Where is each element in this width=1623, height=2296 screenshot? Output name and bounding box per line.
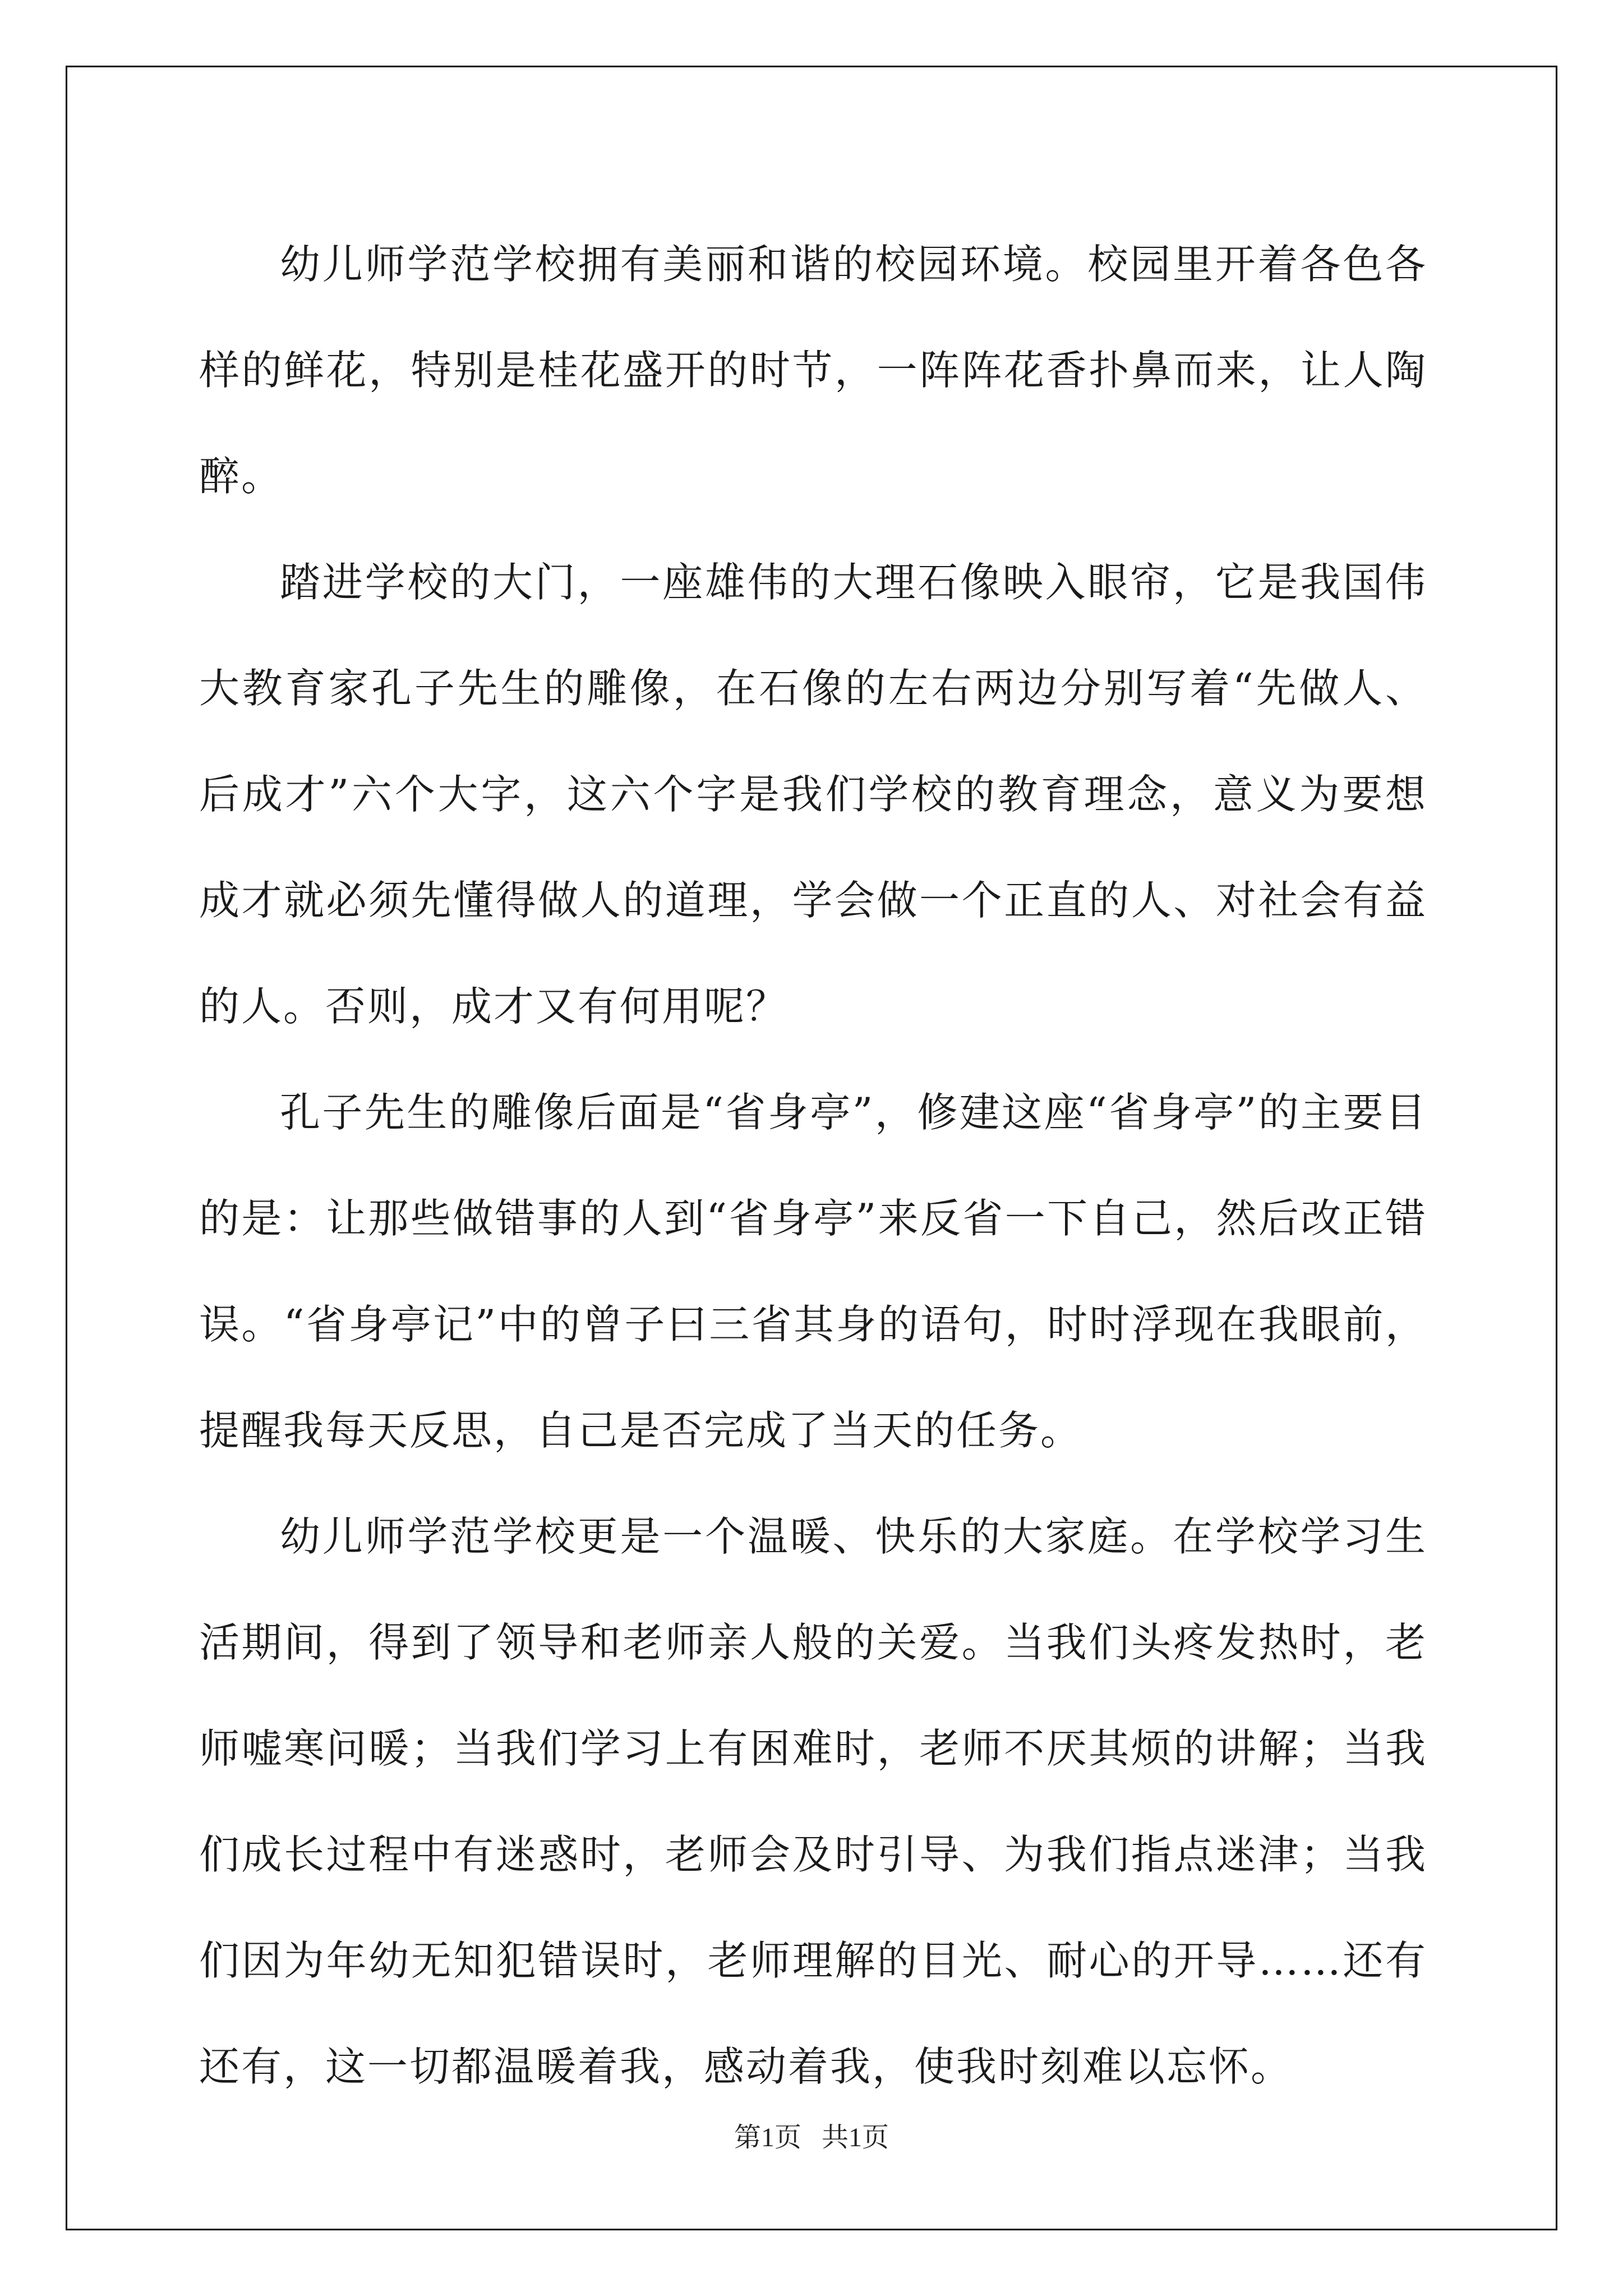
paragraph-3: 孔子先生的雕像后面是“省身亭”，修建这座“省身亭”的主要目的是：让那些做错事的人到“省身亭”来反省一下自己，然后改正错误。“省身亭记”中的曾子曰三省其身的语句，时时浮现在我眼前，提醒我每天反思，自己是否完成了当天的任务。	[199, 1089, 1427, 1454]
paragraph-1: 幼儿师学范学校拥有美丽和谐的校园环境。校园里开着各色各样的鲜花，特别是桂花盛开的时节，一阵阵花香扑鼻而来，让人陶醉。	[199, 241, 1427, 500]
paragraph-4: 幼儿师学范学校更是一个温暖、快乐的大家庭。在学校学习生活期间，得到了领导和老师亲人般的关爱。当我们头疼发热时，老师嘘寒问暖；当我们学习上有困难时，老师不厌其烦的讲解；当我们成长过程中有迷惑时，老师会及时引导、为我们指点迷津；当我们因为年幼无知犯错误时，老师理解的目光、耐心的开导……还有还有，这一切都温暖着我，感动着我，使我时刻难以忘怀。	[199, 1513, 1427, 2090]
page-number-footer: 第1页 共1页	[734, 2123, 889, 2152]
document-body	[199, 211, 1427, 2120]
paragraph-2: 踏进学校的大门，一座雄伟的大理石像映入眼帘，它是我国伟大教育家孔子先生的雕像，在石像的左右两边分别写着“先做人、后成才”六个大字，这六个字是我们学校的教育理念，意义为要想成才就必须先懂得做人的道理，学会做一个正直的人、对社会有益的人。否则，成才又有何用呢？	[199, 559, 1427, 1030]
